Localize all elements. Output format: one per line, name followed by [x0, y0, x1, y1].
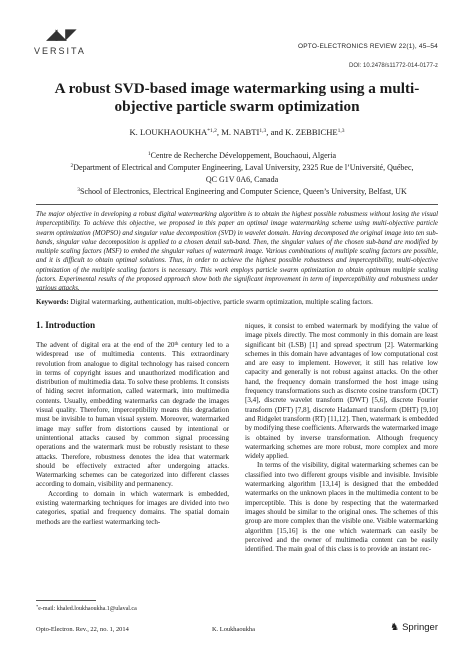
affiliation-1: $^1$Centre de Recherche Développement, Bouchaoui, Algeria	[147, 151, 337, 160]
author-list: K. LOUKHAOUKHA$^{*1,2}$, M. NABTI$^{1,3}$, and K. ZEBBICHE$^{1,3}$	[129, 127, 345, 137]
abstract-top-rule	[36, 204, 438, 205]
right-column	[245, 322, 438, 554]
author-3-affil: 1,3	[337, 128, 345, 134]
keywords-label: Keywords:	[36, 298, 69, 306]
versita-wordmark: VERSITA	[34, 46, 86, 56]
abstract-bottom-rule	[36, 290, 438, 291]
footnote-rule	[36, 600, 96, 601]
springer-logo	[390, 622, 438, 633]
versita-logo	[34, 28, 104, 64]
section-heading	[36, 320, 95, 330]
paper-title: A robust SVD-based image watermarking using a multi-objective particle swarm optimization	[54, 80, 420, 115]
author-2: M. NABTI	[221, 127, 260, 137]
author-1: K. LOUKHAOUKHA	[129, 127, 208, 137]
footnote-email[interactable]: e-mail: khaled.loukhaoukha.1@ulaval.ca	[38, 606, 137, 612]
section-title: Introduction	[45, 320, 96, 330]
affiliations	[60, 149, 424, 198]
left-column	[36, 340, 229, 527]
abstract: The major objective in developing a robust digital watermarking algorithm is to obtain the highest possible robustness without losing the visual imperceptibility. To achieve this objective, we proposed in this paper an optimal image watermarking scheme using multi-objective particle swarm optimization (MOPSO) and singular value decomposition (SVD) in wavelet domain. Having decomposed the original image into ten sub-bands, singular value decomposition is applied to a chosen detail sub-band. Then, the singular values of the chosen sub-band are modified by multiple scaling factors (MSF) to embed the singular values of watermark image. Various combinations of multiple scaling factors are possible, and it is difficult to obtain optimal solutions. Thus, in order to achieve the highest possible robustness and imperceptibility, multi-objective optimization of the multiple scaling factors is necessary. This work employs particle swarm optimization to obtain optimum multiple scaling factors. Experimental results of the proposed approach show both the significant improvement in term of imperceptibility and robustness under various attacks.	[36, 211, 438, 293]
section-number: 1.	[36, 320, 43, 330]
affiliation-2: $^2$Department of Electrical and Computer Engineering, Laval University, 2325 Rue de l’Université, Québec,	[70, 163, 414, 173]
right-paragraph-2: In terms of the visibility, digital watermarking schemes can be classified into two different groups visible and invisible. Invisible watermarking algorithm [13,14] is designed that the embedded watermarks on the unknown places in the multimedia content to be imperceptible. This is done by respecting that the watermarked images should be similar to the original ones. The schemes of this group are more complex than the visible one. Visible watermarking algorithm [15,16] is the one which watermark can easily be perceived and the owner of multimedia content can be easily identified. The main goal of this class is to provide an instant rec-	[245, 461, 438, 554]
affiliation-3: $^3$School of Electronics, Electrical Engineering and Computer Science, Queen’s University, Belfast, UK	[77, 187, 407, 197]
keywords	[36, 298, 438, 307]
affiliation-2-cont: QC G1V 0A6, Canada	[205, 174, 279, 184]
journal-line: OPTO-ELECTRONICS REVIEW 22(1), 45–54	[297, 43, 438, 50]
versita-logo-icon: ◢◣◤	[46, 27, 75, 43]
springer-wordmark: Springer	[402, 622, 438, 633]
right-paragraph-1: niques, it consist to embed watermark by modifying the value of image pixels directly. The most commonly in this domain are least significant bit (LSB) [1] and spread spectrum [2]. Watermarking schemes in this domain have advantages of low computational cost and are easy to implement. However, it still has relative low capacity and generally is not robust against attacks. On the other hand, the frequency domain transformed the host image using frequency transformations such as discrete cosine transform (DCT) [3,4], discrete wavelet transform (DWT) [5,6], discrete Fourier transform (DFT) [7,8], discrete Hadamard transform (DHT) [9,10] and Ridgelet transform (RT) [11,12]. Then, watermark is embedded by modifying these coefficients. Afterwards the watermarked image is obtained by inverse transformation. Although frequency watermarking schemes are more robust, more complex and more widely applied.	[245, 322, 438, 461]
left-paragraph-1: The advent of digital era at the end of the 20th century led to a widespread use of multimedia contents. This extraordinary revolution from analogue to digital technology has raised concern in terms of copyright issues and unauthorized modification and distribution of multimedia data. To solve these problems. It consists of hiding secret information, called watermark, into multimedia contents. Usually, embedding watermarks can degrade the images visual quality. Therefore, imperceptibility means this degradation must be invisible to human visual system. Moreover, watermarked image may suffer from distortions caused by intentional or unintentional attacks caused by common signal processing operations and the watermark must be robustly resistant to these attacks. Therefore, robustness denotes the idea that watermark should be effectively extracted after undergoing attacks. Watermarking schemes can be categorized into different classes according to domain, visibility and permanency.	[36, 341, 229, 489]
footer-author: K. Loukhaoukha	[212, 626, 255, 633]
author-2-affil: 1,3	[259, 128, 267, 134]
left-paragraph-2: According to domain in which watermark is embedded, existing watermarking techniques for images are divided into two categories, spatial and frequency domains. The spatial domain methods are the earliest watermarking tech-	[36, 489, 229, 526]
footnote: *e-mail: khaled.loukhaoukha.1@ulaval.ca	[36, 604, 137, 612]
author-3: K. ZEBBICHE	[285, 127, 338, 137]
doi[interactable]: DOI: 10.2478/s11772-014-0177-z	[349, 63, 438, 69]
keywords-text: Digital watermarking, authentication, multi-objective, particle swarm optimization, multiple scaling factors.	[70, 298, 373, 306]
footer-citation: Opto-Electron. Rev., 22, no. 1, 2014	[36, 626, 129, 633]
author-1-affil: *1,2	[207, 128, 217, 134]
springer-horse-icon: ♞	[390, 621, 400, 633]
